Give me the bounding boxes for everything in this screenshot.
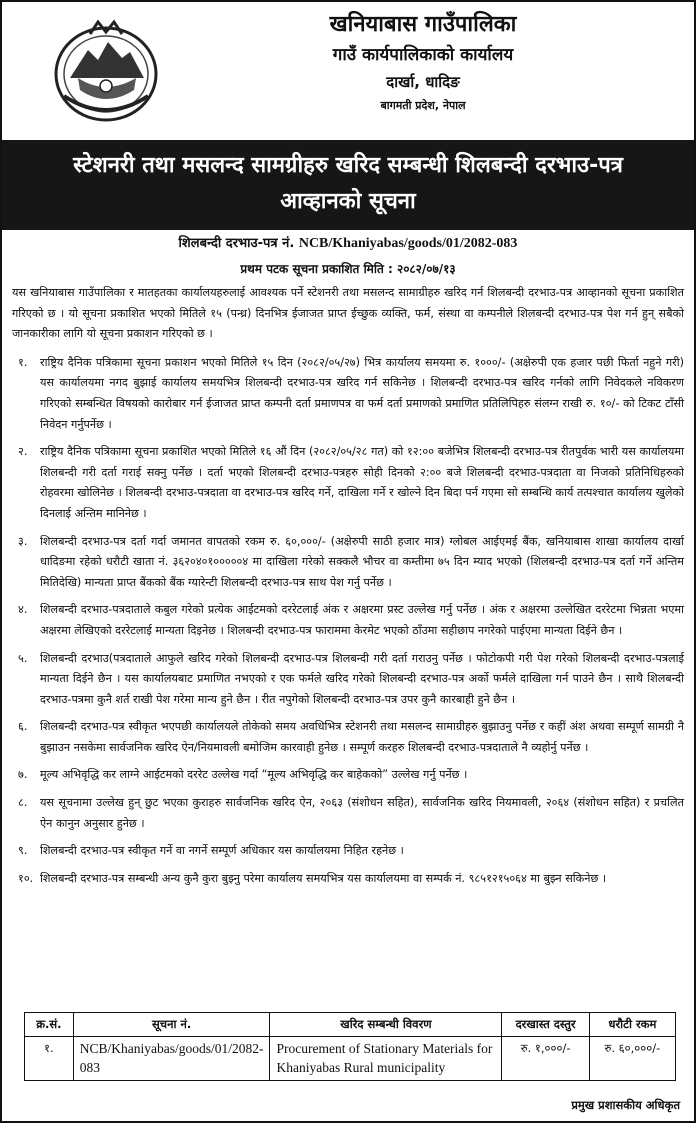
cell-deposit: रु. ६०,०००/- [589,1037,675,1081]
item-number: ७. [18,768,28,782]
item-number: ४. [18,603,28,617]
item-text: यस सूचनामा उल्लेख हुन् छुट भएका कुराहरु सार्वजनिक खरिद ऐन, २०६३ (संशोधन सहित), सार्वजनिक खरिद नियमावली, २०६४ (संशोधन सहित) र प्रचलित ऐन कानुन अनुसार हुनेछ । [40,796,684,830]
government-emblem-icon [50,16,162,128]
item-text: राष्ट्रिय दैनिक पत्रिकामा सूचना प्रकाशन भएको मितिले १५ दिन (२०८२/०५/२७) भित्र कार्यालय समयमा रु. १०००/- (अक्षेरुपी एक हजार पछी फिर्ता नहुने गरी) यस कार्यालयमा नगद बुझाई कार्यालय समयभित्र शिलबन्दी दरभाउ-पत्र खरिद गर्न सकिनेछ । शिलबन्दी दरभाउ-पत्र खरिद गर्नको लागि निवेदकले नविकरण गरिएको सम्बन्धित विषयको कारोबार गर्न ईजाजत प्राप्त कम्पनी दर्ता प्रमाणपत्र वा फर्म दर्ता प्रमाणको प्रमाणित प्रतिलिपिहरु संलग्न राखी रु. १०/- को टिकट टाँसी निवेदन गर्नुपर्नेछ । [40,355,684,431]
reference-label: शिलबन्दी दरभाउ-पत्र नं. [178,236,295,251]
notice-title-line1: स्टेशनरी तथा मसलन्द सामग्रीहरु खरिद सम्बन्धी शिलबन्दी दरभाउ-पत्र [73,153,623,178]
table-row [25,1037,676,1081]
item-text: राष्ट्रिय दैनिक पत्रिकामा सूचना प्रकाशित भएको मितिले १६ औं दिन (२०८२/०५/२८ गत) को १२:०० बजेभित्र शिलबन्दी दरभाउ-पत्र रीतपुर्वक भारी यस कार्यालयमा शिलबन्दी गरी दर्ता गराई सक्नु पर्नेछ । दर्ता भएको शिलबन्दी दरभाउ-पत्रहरु सोही दिनको २:०० बजे शिलबन्दी दरभाउ-पत्रदाता वा निजको प्रतिनिधिहरुको रोहवरमा खोलिनेछ । शिलबन्दी दरभाउ-पत्रदाता वा दरभाउ-पत्र खरिद गर्ने, दाखिला गर्ने र खोल्ने दिन बिदा पर्न गएमा सो सम्बन्धि कार्य तत्पश्चात कार्यालय खुलेको दिनलाई अन्तिम मानिनेछ । [40,445,684,520]
list-item [12,793,684,834]
intro-paragraph: यस खनियाबास गाउँपालिका र मातहतका कार्यालयहरुलाई आवश्यक पर्ने स्टेशनरी तथा मसलन्द सामाग्रीहरु खरिद गर्न शिलबन्दी दरभाउ-पत्र आव्हानको सूचना प्रकाशित गरिएको छ । यो सूचना प्रकाशित भएको मितिले १५ (पन्ध्र) दिनभित्र ईजाजत प्राप्त ईच्छुक व्यक्ति, फर्म, संस्था वा कम्पनीले शिलबन्दी दरभाउ-पत्र पेश गर्न हुन् सबैको जानकारीका लागि यो सूचना प्रकाशन गरिएको छ । [12,286,684,341]
item-text: शिलबन्दी दरभाउ-पत्र स्वीकृत भएपछी कार्यालयले तोकेको समय अवधिभित्र स्टेशनरी तथा मसलन्द सामाग्रीहरु बुझाउनु पर्नेछ र कहीं अंश अथवा सम्पूर्ण सामग्री नै बुझाउन नसकेमा सार्वजनिक खरिद ऐन/नियमावली बमोजिम कारवाही हुनेछ । सम्पूर्ण करहरु शिलबन्दी दरभाउ-पत्रदाताले नै व्यहोर्नु पर्नेछ । [40,720,684,754]
item-text: शिलबन्दी दरभाउ-पत्रदाताले कबुल गरेको प्रत्येक आईटमको दररेटलाई अंक र अक्षरमा प्रस्ट उल्लेख गर्नु पर्नेछ । अंक र अक्षरमा उल्लेखित दररेटमा भिन्नता भएमा अक्षरमा लेखिएको दररेटलाई मान्यता दिइनेछ । शिलबन्दी दरभाउ-पत्र फाराममा केरमेट भएको ठाँउमा सहीछाप नगरेको पाईएमा मान्यता दिईने छैन । [40,603,684,637]
cell-notice-number: NCB/Khaniyabas/goods/01/2082-083 [73,1037,270,1081]
list-item [12,532,684,594]
cell-sn: १. [25,1037,74,1081]
list-item [12,717,684,758]
col-header-fee: दरखास्त दस्तुर [502,1013,589,1037]
col-header-deposit: धरौटी रकम [589,1013,675,1037]
item-number: ९. [18,844,28,858]
list-item [12,765,684,786]
list-item [12,649,684,711]
conditions-list [12,353,684,890]
list-item [12,442,684,524]
item-number: ६. [18,720,28,734]
header [2,2,694,140]
item-text: शिलबन्दी दरभाउ-पत्र दर्ता गर्दा जमानत वापतको रकम रु. ६०,०००/- (अक्षेरुपी साठी हजार मात्र) ग्लोबल आईएमई बैंक, खनियाबास शाखा कार्यालय दार्खा धादिङमा रहेको धरौटी खाता नं. ३६२०४०१०००००४ मा दाखिला गरेको सक्कलै भौचर वा कम्तीमा ७५ दिन म्याद भएको (शिलबन्दी दरभाउ-पत्र दर्ता गर्ने अन्तिम मितिदेखि) मान्यता प्राप्त बैंकको बैंक ग्यारेन्टी शिलबन्दी दरभाउ-पत्र साथ पेश गर्नु पर्नेछ । [40,534,684,589]
item-number: १. [18,355,28,369]
list-item [12,841,684,862]
table-header-row [25,1013,676,1037]
office-province: बागमती प्रदेश, नेपाल [380,99,466,112]
publication-date: प्रथम पटक सूचना प्रकाशित मिति : २०८२/०७/१३ [240,262,456,276]
office-location: दार्खा, धादिङ [386,73,460,91]
col-header-notice: सूचना नं. [73,1013,270,1037]
item-text: शिलबन्दी दरभाउ-पत्र स्वीकृत गर्ने वा नगर्ने सम्पूर्ण अधिकार यस कार्यालयमा निहित रहनेछ । [40,844,404,858]
item-text: मूल्य अभिवृद्धि कर लाग्ने आईटमको दररेट उल्लेख गर्दा “मूल्य अभिवृद्धि कर बाहेकको” उल्लेख गर्नु पर्नेछ । [40,768,468,782]
list-item [12,353,684,435]
office-subtitle: गाउँ कार्यपालिकाको कार्यालय [332,45,514,65]
col-header-description: खरिद सम्बन्धी विवरण [270,1013,502,1037]
notice-title-line2: आव्हानको सूचना [280,189,416,214]
item-number: ५. [18,651,28,665]
item-number: २. [18,445,28,459]
reference-line [2,234,694,254]
procurement-table [24,1012,676,1081]
cell-description: Procurement of Stationary Materials for Khaniyabas Rural municipality [270,1037,502,1081]
list-item [12,869,684,890]
item-number: ३. [18,534,28,548]
office-name: खनियाबास गाउँपालिका [329,12,517,37]
cell-fee: रु. १,०००/- [502,1037,589,1081]
signature-title: प्रमुख प्रशासकीय अधिकृत [571,1098,680,1112]
reference-number: NCB/Khaniyabas/goods/01/2082-083 [298,236,518,251]
item-number: ८. [18,796,28,810]
col-header-sn: क्र.सं. [25,1013,74,1037]
item-text: शिलबन्दी दरभाउ-पत्र सम्बन्धी अन्य कुनै कुरा बुझ्नु परेमा कार्यालय समयभित्र यस कार्यालयमा वा सम्पर्क नं. ९८५१२१५०६४ मा बुझ्न सकिनेछ । [40,871,607,885]
notice-body [12,283,684,896]
item-number: १०. [18,871,34,885]
list-item [12,600,684,641]
item-text: शिलबन्दी दरभाउ(पत्रदाताले आफुले खरिद गरेको शिलबन्दी दरभाउ-पत्र शिलबन्दी गरी दर्ता गराउनु पर्नेछ । फोटोकपी गरी पेश गरेको शिलबन्दी दरभाउ-पत्रलाई मान्यता दिईने छैन । यस कार्यालयबाट प्रमाणित नभएको र एक फर्मले खरिद गरेको शिलबन्दी दरभाउ-पत्र अर्को फर्मले दाखिला गर्न पाउने छैन । साथै शिलबन्दी दरभाउ-पत्रमा कुनै शर्त राखी पेश गरेमा मान्य हुने छैन । रीत नपुगेको शिलबन्दी दरभाउ-पत्र उपर कुनै कारबाही हुने छैन । [40,651,684,706]
notice-title-banner [2,140,694,230]
